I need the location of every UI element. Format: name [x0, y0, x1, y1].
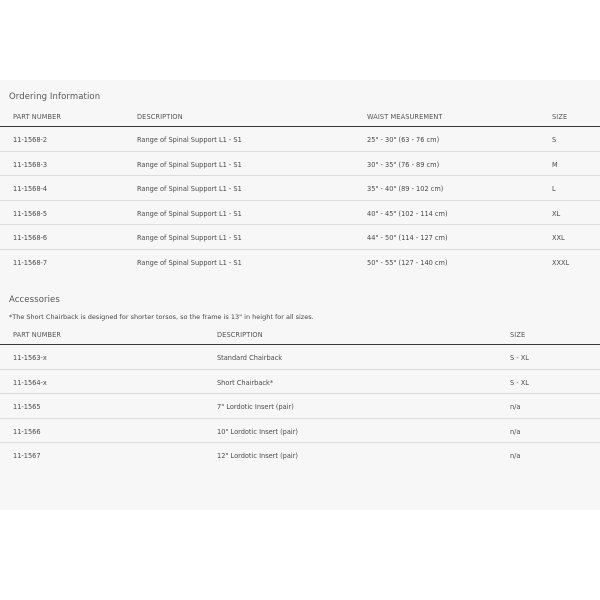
table-row	[0, 394, 600, 419]
table-row	[0, 443, 600, 467]
description: 7" Lordotic Insert (pair)	[217, 403, 294, 411]
part-number: 11-1567	[13, 452, 41, 460]
description: Range of Spinal Support L1 - S1	[137, 234, 242, 242]
header-description: DESCRIPTION	[137, 113, 183, 121]
header-size: SIZE	[510, 331, 526, 339]
header-part-number: PART NUMBER	[13, 331, 62, 339]
table-row	[0, 176, 600, 201]
size: S	[552, 136, 557, 144]
table-row	[0, 250, 600, 274]
size: n/a	[510, 452, 521, 460]
description: Standard Chairback	[217, 354, 283, 362]
description: Range of Spinal Support L1 - S1	[137, 136, 242, 144]
part-number: 11-1564-x	[13, 378, 47, 387]
waist-measurement: 40" - 45" (102 - 114 cm)	[367, 209, 448, 218]
part-number: 11-1563-x	[13, 354, 47, 362]
description: 12" Lordotic Insert (pair)	[217, 452, 298, 460]
part-number: 11-1568-3	[13, 160, 48, 169]
header-description: DESCRIPTION	[217, 331, 263, 339]
part-number: 11-1565	[13, 403, 41, 411]
size: n/a	[510, 427, 521, 436]
accessories-note: *The Short Chairback is designed for shorter torsos, so the frame is 13" in height for all sizes.	[9, 313, 314, 321]
part-number: 11-1568-7	[13, 258, 48, 267]
table-row	[0, 201, 600, 226]
part-number: 11-1566	[13, 427, 41, 436]
waist-measurement: 50" - 55" (127 - 140 cm)	[367, 258, 448, 267]
part-number: 11-1568-2	[13, 136, 48, 144]
size: XL	[552, 209, 561, 218]
ordering-table-header	[0, 109, 600, 127]
part-number: 11-1568-4	[13, 185, 48, 193]
description: Range of Spinal Support L1 - S1	[137, 258, 242, 267]
accessories-title: Accessories	[9, 295, 60, 305]
header-waist-measurement: WAIST MEASUREMENT	[367, 113, 443, 121]
ordering-title: Ordering Information	[9, 92, 101, 102]
size: n/a	[510, 403, 521, 411]
description: Short Chairback*	[217, 378, 274, 387]
table-row	[0, 152, 600, 177]
header-size: SIZE	[552, 113, 568, 121]
size: S - XL	[510, 354, 529, 362]
part-number: 11-1568-6	[13, 234, 48, 242]
size: XXXL	[552, 258, 570, 267]
part-number: 11-1568-5	[13, 209, 48, 218]
size: XXL	[552, 234, 565, 242]
table-row	[0, 225, 600, 250]
waist-measurement: 35" - 40" (89 - 102 cm)	[367, 185, 444, 193]
description: Range of Spinal Support L1 - S1	[137, 160, 242, 169]
accessories-table	[0, 327, 600, 467]
size: L	[552, 185, 556, 193]
table-row	[0, 345, 600, 370]
description: Range of Spinal Support L1 - S1	[137, 185, 242, 193]
description: Range of Spinal Support L1 - S1	[137, 209, 242, 218]
description: 10" Lordotic Insert (pair)	[217, 427, 298, 436]
header-part-number: PART NUMBER	[13, 113, 62, 121]
size: M	[552, 160, 558, 169]
table-row	[0, 127, 600, 152]
table-row	[0, 419, 600, 444]
ordering-table	[0, 109, 600, 273]
accessories-table-header	[0, 327, 600, 345]
waist-measurement: 30" - 35" (76 - 89 cm)	[367, 160, 440, 169]
size: S - XL	[510, 378, 529, 387]
waist-measurement: 25" - 30" (63 - 76 cm)	[367, 136, 440, 144]
table-row	[0, 370, 600, 395]
waist-measurement: 44" - 50" (114 - 127 cm)	[367, 234, 448, 242]
